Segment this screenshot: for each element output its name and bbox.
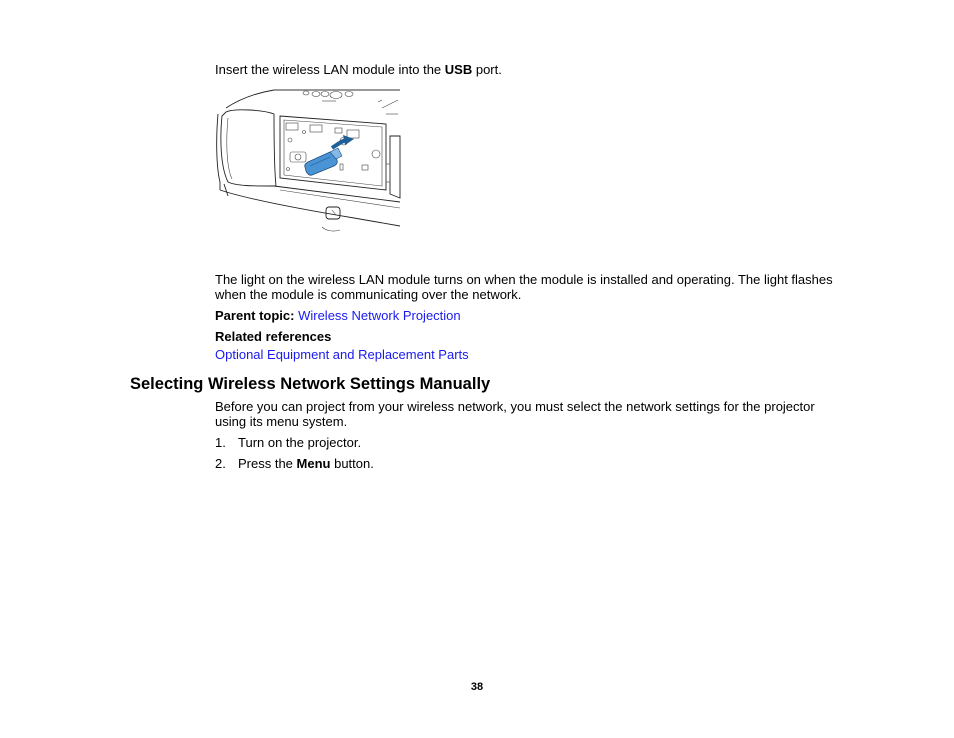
projector-usb-illustration	[214, 86, 402, 242]
parent-topic	[215, 308, 461, 323]
related-link-optional-equipment[interactable]: Optional Equipment and Replacement Parts	[215, 347, 469, 362]
related-references-list	[215, 347, 469, 362]
light-description: The light on the wireless LAN module turns on when the module is installed and operating. The light flashes when the module is communicating over the network.	[215, 272, 833, 302]
insert-instruction: Insert the wireless LAN module into the USB port.	[215, 62, 502, 77]
usb-term: USB	[444, 62, 473, 77]
step-text: Turn on the projector.	[238, 435, 362, 450]
projector-drawing	[214, 86, 402, 242]
related-references-heading: Related references	[215, 329, 332, 344]
parent-topic-link[interactable]: Wireless Network Projection	[298, 308, 461, 323]
wireless-lan-module	[305, 148, 342, 175]
menu-term: Menu	[296, 456, 331, 471]
step-number: 2.	[215, 456, 226, 471]
step-2: 2. Press the Menu button.	[215, 456, 374, 471]
page-number: 38	[470, 681, 484, 693]
step-number: 1.	[215, 435, 226, 450]
section-intro: Before you can project from your wireless network, you must select the network settings for the projector using its menu system.	[215, 399, 815, 429]
step-1	[215, 435, 361, 450]
section-title: Selecting Wireless Network Settings Manually	[130, 375, 491, 393]
parent-topic-label: Parent topic:	[215, 308, 295, 323]
